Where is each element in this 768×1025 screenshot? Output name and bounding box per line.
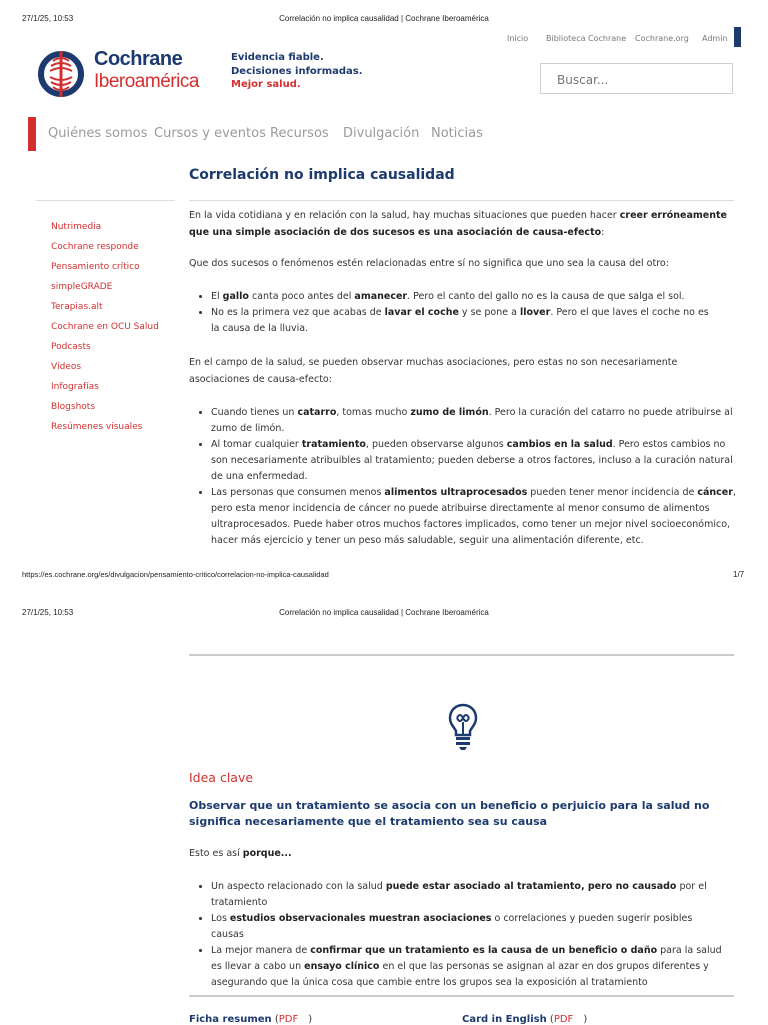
search-box: [540, 63, 733, 94]
paragraph-intro: [189, 208, 739, 241]
key-idea-list: [189, 879, 724, 991]
text-span: La mejor manera de: [211, 945, 311, 956]
nav-divulgacion[interactable]: Divulgación: [343, 126, 420, 141]
sidebar-item-blogshots[interactable]: Blogshots: [51, 402, 96, 412]
paragraph-3: En el campo de la salud, se pueden observar muchas asociaciones, pero estas no son necesariamente asociaciones de causa-efecto:: [189, 357, 678, 385]
text-span: ): [308, 1014, 313, 1025]
sidebar-item-ocu-salud[interactable]: Cochrane en OCU Salud: [51, 322, 159, 332]
sidebar-divider: [36, 200, 175, 201]
top-link-admin[interactable]: Admin: [702, 34, 728, 43]
bold-span: cambios en la salud: [506, 439, 613, 450]
ficha-label: Ficha resumen: [189, 1014, 272, 1025]
print-url: https://es.cochrane.org/es/divulgacion/pensamiento-critico/correlacion-no-implica-causalidad: [22, 570, 329, 579]
cochrane-logo-icon[interactable]: [36, 49, 86, 99]
tagline: [231, 51, 363, 92]
text-span: (: [271, 1014, 279, 1025]
sidebar-item-podcasts[interactable]: Podcasts: [51, 342, 91, 352]
list-item: [211, 305, 719, 337]
text-span: o correlaciones y pueden sugerir posibles causas: [211, 913, 693, 940]
text-span: , pero esta menor incidencia de cáncer no puede atribuirse directamente al menor consumo de alimentos ultraprocesados. Puede haber otros muchos factores implicados, como tener un mejor nivel socioeconómico, hacer más ejercicio y tener un peso más saludable, seguir una alimentación diferente, etc.: [211, 487, 736, 546]
tagline-line-3: Mejor salud.: [231, 79, 301, 90]
print-doc-title-2: Correlación no implica causalidad | Cochrane Iberoamérica: [279, 608, 489, 617]
nav-noticias[interactable]: Noticias: [431, 126, 483, 141]
bold-span: gallo: [222, 291, 249, 302]
text-span: Un aspecto relacionado con la salud: [211, 881, 386, 892]
card-label: Card in English: [462, 1014, 547, 1025]
sidebar-item-videos[interactable]: Vídeos: [51, 362, 82, 372]
search-input[interactable]: [555, 65, 729, 94]
health-list: [189, 405, 739, 549]
sidebar-item-terapias-alt[interactable]: Terapias.alt: [51, 302, 103, 312]
tagline-line-1: Evidencia fiable.: [231, 52, 324, 63]
list-item: [211, 485, 739, 549]
top-accent-bar: [734, 27, 741, 47]
nav-accent-bar: [28, 117, 36, 151]
bold-span: creer erróneamente que una simple asociación de dos sucesos es una asociación de causa-efecto: [189, 210, 727, 238]
sidebar-menu: [51, 221, 181, 441]
text-span: canta poco antes del: [248, 291, 355, 302]
text-span: en el que las personas se asignan al azar en dos grupos diferentes y asegurando que la única cosa que cambie entre los grupos sea la exposición al tratamiento: [211, 961, 709, 988]
text-span: :: [601, 226, 605, 238]
sidebar-item-nutrimedia[interactable]: Nutrimedia: [51, 222, 102, 232]
print-datetime-2: 27/1/25, 10:53: [22, 608, 74, 617]
top-link-biblioteca[interactable]: Biblioteca Cochrane: [546, 34, 627, 43]
print-doc-title: Correlación no implica causalidad | Cochrane Iberoamérica: [279, 14, 489, 23]
page-title: Correlación no implica causalidad: [189, 167, 455, 183]
logo-text-region: Iberoamérica: [94, 71, 199, 92]
text-span: y se pone a: [458, 307, 520, 318]
bold-span: alimentos ultraprocesados: [384, 487, 528, 498]
text-span: El: [211, 291, 223, 302]
tagline-line-2: Decisiones informadas.: [231, 65, 363, 77]
card-pdf-link[interactable]: PDF: [553, 1014, 574, 1025]
nav-quienes-somos[interactable]: Quiénes somos: [48, 126, 148, 141]
bold-span: catarro: [297, 407, 337, 418]
paragraph-2: Que dos sucesos o fenómenos estén relacionadas entre sí no significa que uno sea la causa del otro:: [189, 258, 669, 269]
text-span: Los: [211, 913, 230, 924]
list-item: [211, 437, 739, 485]
list-item: [211, 943, 724, 991]
list-item: [211, 289, 719, 305]
bold-span: llover: [519, 307, 551, 318]
text-span: ): [583, 1014, 588, 1025]
sidebar-item-simplegrade[interactable]: simpleGRADE: [51, 282, 113, 292]
top-link-inicio[interactable]: Inicio: [507, 34, 529, 43]
bold-span: ensayo clínico: [304, 961, 380, 972]
text-span: . Pero el canto del gallo no es la causa de que salga el sol.: [407, 291, 685, 302]
text-span: , tomas mucho: [336, 407, 411, 418]
text-span: por el tratamiento: [211, 881, 707, 908]
key-idea-because: [189, 846, 292, 863]
logo-text-cochrane: Cochrane: [94, 48, 183, 70]
bold-span: zumo de limón: [410, 407, 489, 418]
bold-span: puede estar asociado al tratamiento, pero no causado: [385, 881, 677, 892]
bold-span: cáncer: [697, 487, 733, 498]
text-span: No es la primera vez que acabas de: [211, 307, 385, 318]
download-card: [462, 1014, 587, 1025]
lightbulb-icon: [447, 702, 479, 752]
bold-span: confirmar que un tratamiento es la causa de un beneficio o daño: [310, 945, 658, 956]
key-idea-label: Idea clave: [189, 770, 254, 785]
text-span: . Pero la curación del catarro no puede atribuirse al zumo de limón.: [211, 407, 733, 434]
bold-span: lavar el coche: [384, 307, 459, 318]
text-span: En la vida cotidiana y en relación con la salud, hay muchas situaciones que pueden hacer: [189, 210, 620, 221]
ficha-pdf-link[interactable]: PDF: [278, 1014, 299, 1025]
text-span: , pueden observarse algunos: [365, 439, 507, 450]
text-span: para la salud es llevar a cabo un: [211, 945, 722, 972]
bold-span: amanecer: [354, 291, 408, 302]
bold-span: porque...: [242, 848, 292, 859]
bold-span: estudios observacionales muestran asociaciones: [229, 913, 492, 924]
nav-recursos[interactable]: Recursos: [270, 126, 329, 141]
print-page-number: 1/7: [733, 570, 745, 579]
list-item: [211, 911, 724, 943]
sidebar-item-pensamiento-critico[interactable]: Pensamiento crítico: [51, 262, 140, 272]
key-idea-heading: Observar que un tratamiento se asocia con un beneficio o perjuicio para la salud no significa necesariamente que el tratamiento sea su causa: [189, 799, 710, 828]
text-span: Esto es así: [189, 848, 243, 859]
download-ficha: [189, 1014, 312, 1025]
list-item: [211, 405, 739, 437]
text-span: Las personas que consumen menos: [211, 487, 385, 498]
example-list: [189, 289, 719, 337]
text-span: Cuando tienes un: [211, 407, 298, 418]
bold-span: tratamiento: [301, 439, 366, 450]
print-datetime: 27/1/25, 10:53: [22, 14, 74, 23]
sidebar-item-infografias[interactable]: Infografías: [51, 382, 99, 392]
top-link-cochrane-org[interactable]: Cochrane.org: [635, 34, 689, 43]
text-span: pueden tener menor incidencia de: [527, 487, 698, 498]
text-span: Al tomar cualquier: [211, 439, 302, 450]
text-span: . Pero estos cambios no son necesariamente atribuibles al tratamiento; pueden deberse a otros factores, incluso a la curación natural de una enfermedad.: [211, 439, 733, 482]
key-idea-bottom-divider: [189, 995, 734, 997]
key-idea-top-divider: [189, 654, 734, 656]
sidebar-item-resumenes-visuales[interactable]: Resúmenes visuales: [51, 422, 143, 432]
nav-cursos-eventos[interactable]: Cursos y eventos: [154, 126, 266, 141]
sidebar-item-cochrane-responde[interactable]: Cochrane responde: [51, 242, 139, 252]
text-span: . Pero el que laves el coche no es la causa de la lluvia.: [211, 307, 709, 334]
text-span: (: [546, 1014, 554, 1025]
list-item: [211, 879, 724, 911]
top-links: [507, 34, 727, 46]
title-divider: [189, 200, 734, 201]
